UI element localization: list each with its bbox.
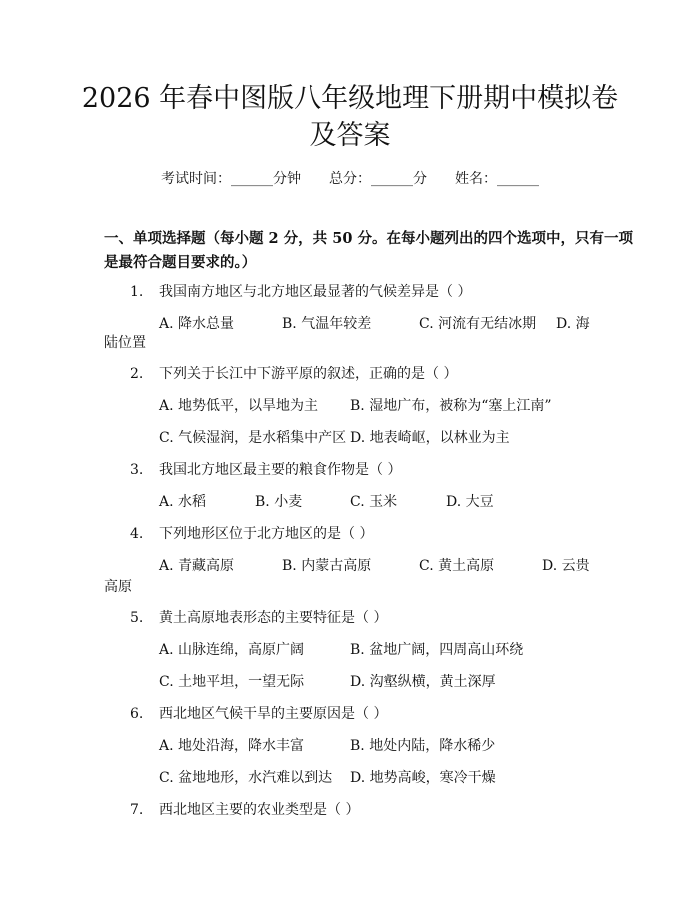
question-number: 7.: [130, 802, 144, 818]
option-a: A. 青藏高原: [159, 558, 235, 574]
option-c: C. 河流有无结冰期: [419, 316, 537, 332]
option-d: D. 大豆: [446, 494, 494, 510]
question-text: 我国南方地区与北方地区最显著的气候差异是（ ）: [159, 284, 472, 300]
option-a: A. 地处沿海，降水丰富: [159, 738, 305, 754]
question-number: 1.: [130, 284, 144, 300]
option-c: C. 盆地地形，水汽难以到达: [159, 770, 333, 786]
option-d: D. 地势高峻，寒冷干燥: [350, 770, 496, 786]
question-text: 黄土高原地表形态的主要特征是（ ）: [159, 610, 388, 626]
option-b: B. 气温年较差: [282, 316, 372, 332]
question-text: 西北地区气候干旱的主要原因是（ ）: [159, 706, 388, 722]
option-b: B. 地处内陆，降水稀少: [350, 738, 496, 754]
question-text: 下列地形区位于北方地区的是（ ）: [159, 526, 374, 542]
option-a: A. 山脉连绵，高原广阔: [159, 642, 305, 658]
question-number: 6.: [130, 706, 144, 722]
exam-title-line1: 2026 年春中图版八年级地理下册期中模拟卷: [81, 83, 619, 114]
option-c: C. 土地平坦，一望无际: [159, 674, 305, 690]
section-heading-cont: 是最符合题目要求的。）: [104, 254, 257, 271]
total-score-field: 总分：______分: [329, 171, 427, 187]
option-b: B. 小麦: [255, 494, 303, 510]
option-d-wrap: 陆位置: [104, 335, 146, 351]
option-d: D. 云贵: [542, 558, 590, 574]
option-a: A. 水稻: [159, 494, 207, 510]
question-number: 5.: [130, 610, 144, 626]
question-number: 2.: [130, 366, 144, 382]
option-c: C. 黄土高原: [419, 558, 495, 574]
exam-title-line2: 及答案: [309, 120, 391, 151]
option-a: A. 地势低平，以旱地为主: [159, 398, 319, 414]
option-b: B. 内蒙古高原: [282, 558, 372, 574]
option-b: B. 湿地广布，被称为“塞上江南”: [350, 398, 552, 414]
question-text: 我国北方地区最主要的粮食作物是（ ）: [159, 462, 402, 478]
option-a: A. 降水总量: [159, 316, 235, 332]
exam-meta: [0, 168, 700, 188]
question-number: 3.: [130, 462, 144, 478]
option-d: D. 地表崎岖，以林业为主: [350, 430, 510, 446]
exam-time-field: 考试时间：______分钟: [161, 171, 301, 187]
option-d: D. 海: [556, 316, 590, 332]
question-text: 下列关于长江中下游平原的叙述，正确的是（ ）: [159, 366, 458, 382]
student-name-field: 姓名：______: [455, 171, 539, 187]
question-number: 4.: [130, 526, 144, 542]
option-d: D. 沟壑纵横，黄土深厚: [350, 674, 496, 690]
question-text: 西北地区主要的农业类型是（ ）: [159, 802, 360, 818]
option-d-wrap: 高原: [104, 579, 132, 595]
section-heading: 一、单项选择题（每小题 2 分，共 50 分。在每小题列出的四个选项中，只有一项: [104, 230, 633, 247]
option-b: B. 盆地广阔，四周高山环绕: [350, 642, 524, 658]
option-c: C. 气候湿润，是水稻集中产区: [159, 430, 347, 446]
option-c: C. 玉米: [350, 494, 398, 510]
